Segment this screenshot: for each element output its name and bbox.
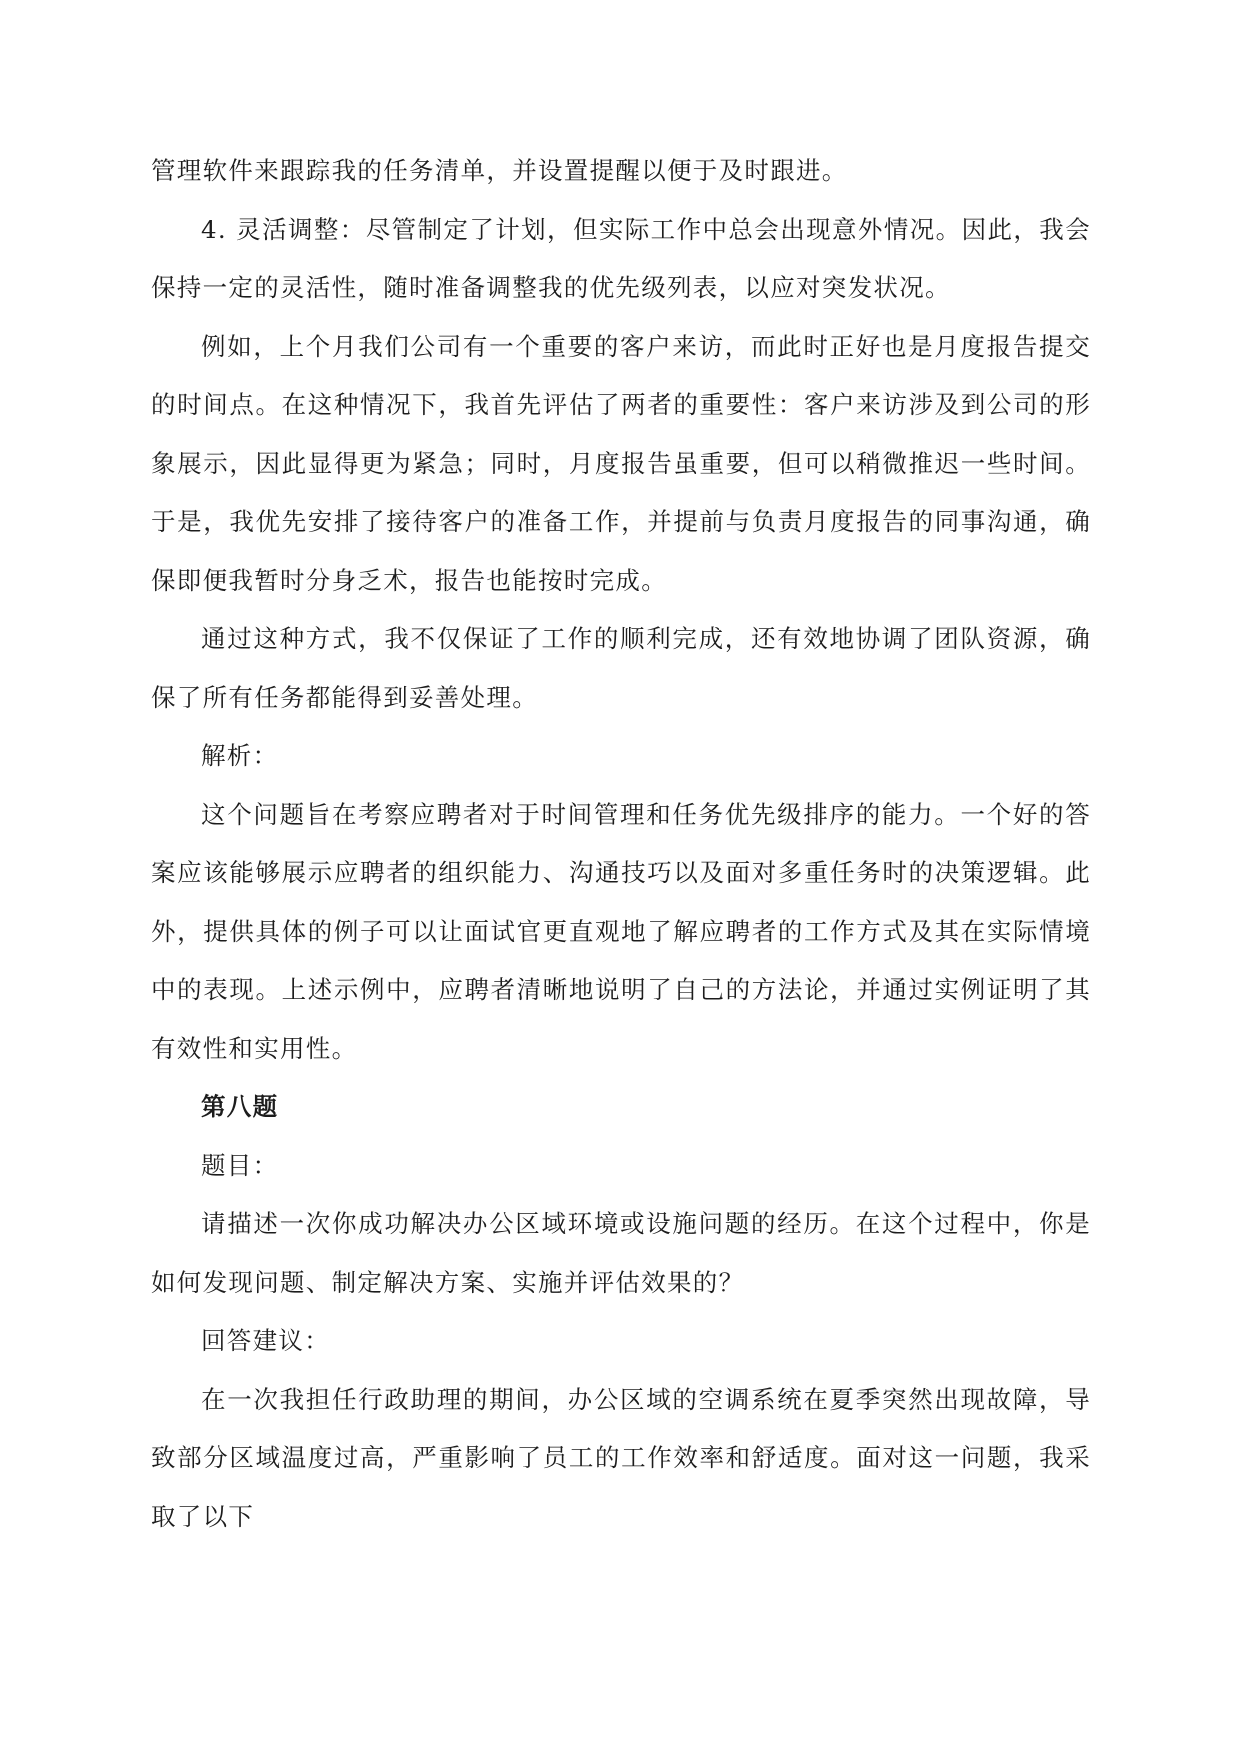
list-item-flexible-adjustment: 4. 灵活调整：尽管制定了计划，但实际工作中总会出现意外情况。因此，我会保持一定的灵活性，随时准备调整我的优先级列表，以应对突发状况。: [151, 214, 1091, 302]
question-heading: 第八题: [201, 1092, 279, 1121]
question-paragraph: 请描述一次你成功解决办公区域环境或设施问题的经历。在这个过程中，你是如何发现问题、制定解决方案、实施并评估效果的？: [151, 1209, 1091, 1297]
example-paragraph: 例如，上个月我们公司有一个重要的客户来访，而此时正好也是月度报告提交的时间点。在这种情况下，我首先评估了两者的重要性：客户来访涉及到公司的形象展示，因此显得更为紧急；同时，月度报告虽重要，但可以稍微推迟一些时间。于是，我优先安排了接待客户的准备工作，并提前与负责月度报告的同事沟通，确保即便我暂时分身乏术，报告也能按时完成。: [151, 331, 1091, 595]
answer-paragraph: 在一次我担任行政助理的期间，办公区域的空调系统在夏季突然出现故障，导致部分区域温度过高，严重影响了员工的工作效率和舒适度。面对这一问题，我采取了以下: [151, 1384, 1091, 1531]
document-body: [151, 142, 1091, 1546]
conclusion-paragraph: 通过这种方式，我不仅保证了工作的顺利完成，还有效地协调了团队资源，确保了所有任务都能得到妥善处理。: [151, 624, 1091, 712]
answer-suggestion-label: 回答建议：: [201, 1326, 330, 1355]
body-paragraph: 管理软件来跟踪我的任务清单，并设置提醒以便于及时跟进。: [151, 156, 848, 185]
question-label: 题目：: [201, 1150, 279, 1180]
analysis-paragraph: 这个问题旨在考察应聘者对于时间管理和任务优先级排序的能力。一个好的答案应该能够展示应聘者的组织能力、沟通技巧以及面对多重任务时的决策逻辑。此外，提供具体的例子可以让面试官更直观地了解应聘者的工作方式及其在实际情境中的表现。上述示例中，应聘者清晰地说明了自己的方法论，并通过实例证明了其有效性和实用性。: [151, 799, 1091, 1063]
analysis-label: 解析：: [201, 741, 279, 770]
